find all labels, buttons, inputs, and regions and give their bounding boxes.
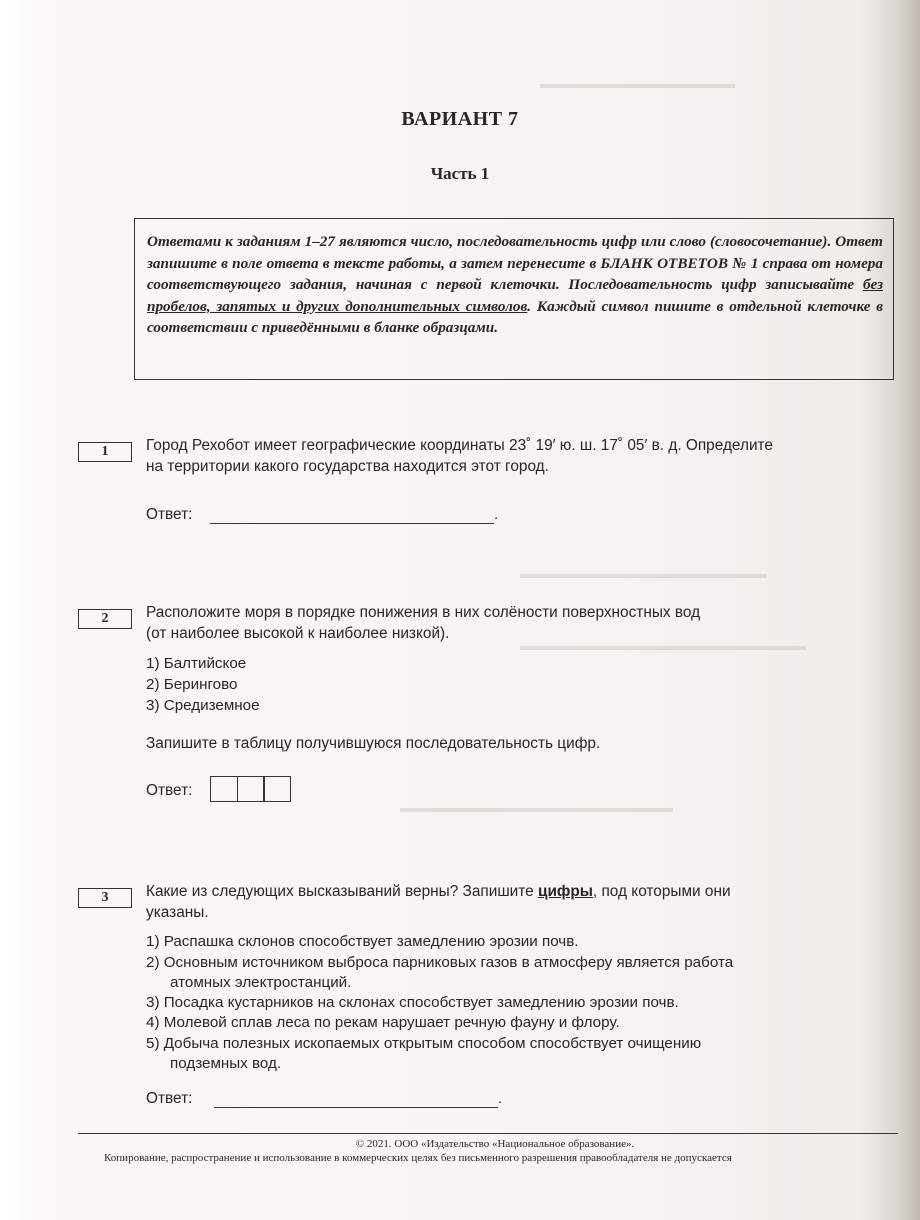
question-2-text-cont: (от наиболее высокой к наиболее низкой). (146, 625, 450, 642)
bleed-through-text: ▬▬▬▬▬▬▬▬▬▬▬▬▬▬▬▬▬▬▬ (520, 566, 767, 581)
answer-field[interactable] (210, 523, 494, 524)
answer-end-mark: . (494, 506, 499, 523)
answer-label: Ответ: (146, 782, 193, 799)
option-item: 1) Балтийское (146, 655, 247, 672)
option-item: 4) Молевой сплав леса по рекам нарушает речную фауну и флору. (146, 1014, 620, 1031)
instructions-text-end: . Каждый символ пишите в отдельной клеточке в соответствии с приведёнными в бланке образцами. (147, 297, 884, 336)
copyright-line: © 2021. ООО «Издательство «Национальное образование». (355, 1138, 635, 1150)
answer-label: Ответ: (146, 1090, 193, 1107)
option-item: 2) Основным источником выброса парниковых газов в атмосферу является работа (146, 954, 734, 971)
option-item: 2) Берингово (146, 676, 238, 693)
question-3-text-part: Какие из следующих высказываний верны? Запишите (146, 883, 538, 900)
part-title: Часть 1 (430, 164, 490, 183)
footer-divider (78, 1133, 898, 1134)
answer-label: Ответ: (146, 506, 193, 523)
answer-cell[interactable] (210, 776, 238, 802)
instructions-underlined: без пробелов, запятых и других дополнительных символов (147, 276, 883, 315)
bleed-through-text: ▬▬▬▬▬▬▬▬▬▬▬▬▬▬▬▬▬▬▬▬▬▬ (520, 638, 806, 653)
option-item: 1) Распашка склонов способствует замедлению эрозии почв. (146, 933, 579, 950)
question-number-box: 3 (78, 888, 132, 908)
question-number-box: 2 (78, 609, 132, 629)
instructions-box (134, 218, 894, 380)
instructions-text: Ответами к заданиям 1–27 являются число, последовательность цифр или слово (словосочетание). Ответ запишите в поле ответа в тексте работы, а затем перенесите в БЛАНК ОТВЕТОВ № 1 справа от номера соответствующего задания, начиная с первой клеточки. Последовательность цифр записывайте (147, 233, 883, 293)
question-1-text: Город Рехобот имеет географические координаты 23˚ 19′ ю. ш. 17˚ 05′ в. д. Определите (146, 437, 773, 454)
question-3-text-cont: указаны. (146, 904, 209, 921)
question-3-text-part: , под которыми они (592, 883, 731, 900)
question-3-text (146, 882, 906, 903)
option-item-cont: подземных вод. (170, 1055, 282, 1072)
question-2-instruction: Запишите в таблицу получившуюся последовательность цифр. (146, 735, 601, 752)
question-1-text-cont: на территории какого государства находится этот город. (146, 458, 549, 475)
option-item: 3) Средиземное (146, 697, 260, 714)
bleed-through-text: ▬▬▬▬▬▬▬▬▬▬▬▬▬▬▬▬▬▬▬▬▬ (400, 800, 673, 815)
option-item: 5) Добыча полезных ископаемых открытым способом способствует очищению (146, 1035, 702, 1052)
answer-cell[interactable] (237, 776, 265, 802)
question-2-text: Расположите моря в порядке понижения в них солёности поверхностных вод (146, 604, 701, 621)
answer-field[interactable] (214, 1107, 498, 1108)
answer-cell[interactable] (263, 776, 291, 802)
variant-title: ВАРИАНТ 7 (401, 108, 519, 130)
question-3-emphasis: цифры (537, 883, 593, 900)
answer-end-mark: . (498, 1090, 503, 1107)
question-number-box: 1 (78, 442, 132, 462)
option-item-cont: атомных электростанций. (170, 974, 352, 991)
option-item: 3) Посадка кустарников на склонах способствует замедлению эрозии почв. (146, 994, 679, 1011)
answer-cells (210, 776, 291, 802)
copyright-notice: Копирование, распространение и использование в коммерческих целях без письменного разрешения правообладателя не допускается (104, 1152, 732, 1164)
bleed-through-text: ▬▬▬▬▬▬▬▬▬▬▬▬▬▬▬ (540, 76, 735, 91)
